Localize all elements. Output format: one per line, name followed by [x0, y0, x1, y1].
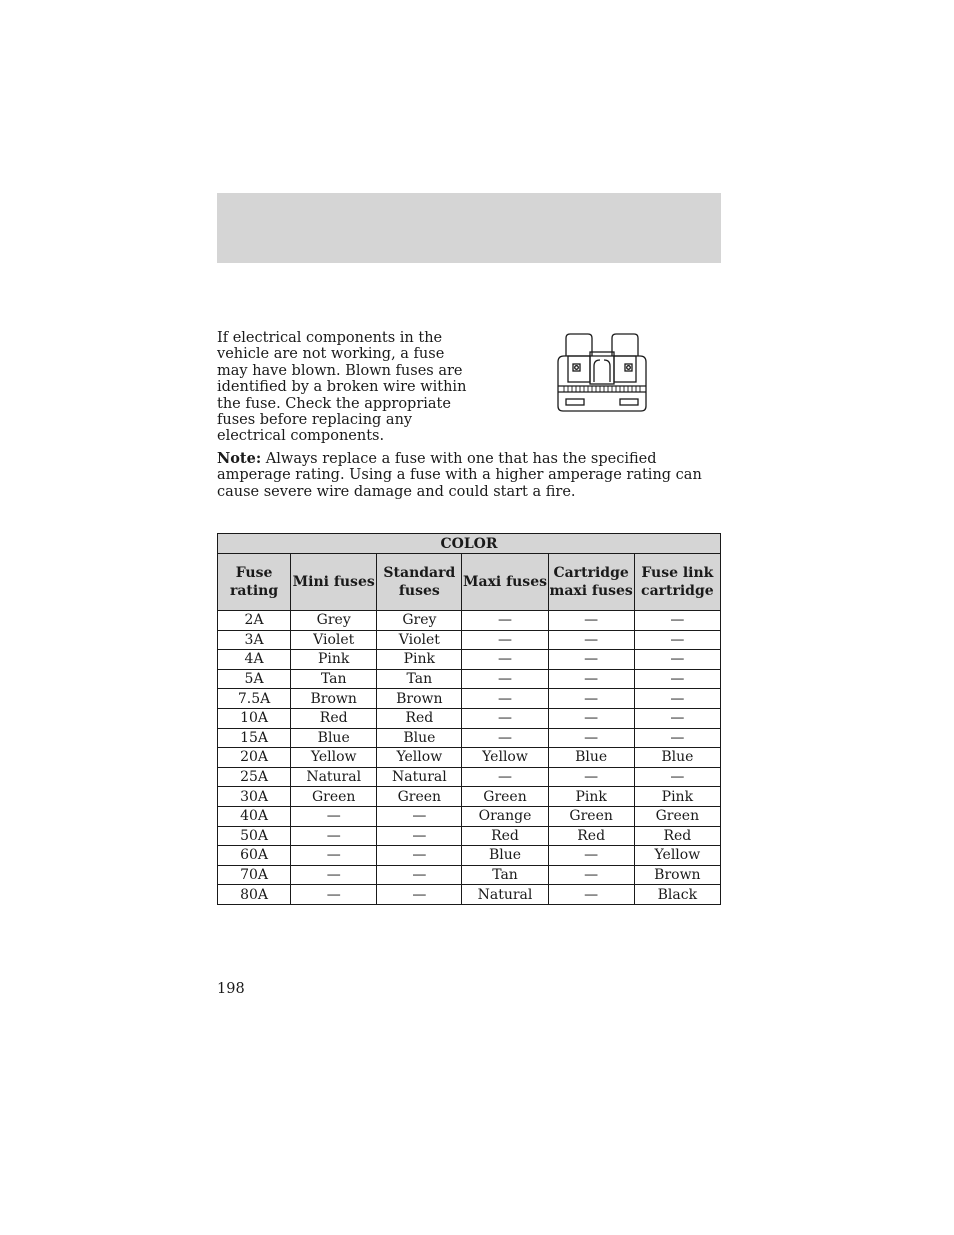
color-cell: Pink	[291, 650, 377, 670]
color-cell: Pink	[634, 787, 720, 807]
color-cell: —	[548, 611, 634, 631]
color-cell: Green	[548, 806, 634, 826]
color-cell: Tan	[291, 669, 377, 689]
table-row	[218, 846, 721, 866]
table-row	[218, 630, 721, 650]
color-cell: —	[548, 865, 634, 885]
fuse-rating-cell: 3A	[218, 630, 291, 650]
color-cell: —	[634, 767, 720, 787]
table-row	[218, 650, 721, 670]
table-row	[218, 669, 721, 689]
fuse-rating-cell: 20A	[218, 748, 291, 768]
color-cell: —	[377, 806, 462, 826]
fuse-rating-cell: 50A	[218, 826, 291, 846]
fuse-rating-cell: 30A	[218, 787, 291, 807]
color-cell: Blue	[462, 846, 548, 866]
color-cell: Grey	[377, 611, 462, 631]
page-number: 198	[217, 981, 245, 997]
color-cell: —	[462, 630, 548, 650]
color-cell: —	[377, 846, 462, 866]
note-text: Always replace a fuse with one that has the specified amperage rating. Using a fuse with a higher amperage rating can cause severe wire damage and could start a fire.	[217, 451, 702, 500]
color-cell: —	[291, 806, 377, 826]
color-group-header: COLOR	[218, 534, 721, 554]
fuse-rating-cell: 2A	[218, 611, 291, 631]
color-cell: —	[377, 865, 462, 885]
color-cell: —	[634, 630, 720, 650]
color-cell: —	[377, 885, 462, 905]
color-cell: Red	[291, 708, 377, 728]
color-cell: —	[634, 689, 720, 709]
color-cell: Pink	[548, 787, 634, 807]
column-header-row	[218, 554, 721, 611]
color-cell: —	[548, 630, 634, 650]
color-cell: —	[634, 650, 720, 670]
table-row	[218, 885, 721, 905]
color-cell: Red	[634, 826, 720, 846]
color-cell: Orange	[462, 806, 548, 826]
color-cell: —	[291, 865, 377, 885]
table-row	[218, 708, 721, 728]
color-cell: Blue	[634, 748, 720, 768]
column-header: Fuse link cartridge	[634, 554, 720, 611]
color-cell: Red	[377, 708, 462, 728]
color-cell: Yellow	[462, 748, 548, 768]
color-cell: Violet	[291, 630, 377, 650]
color-cell: Black	[634, 885, 720, 905]
section-header-band	[217, 193, 721, 263]
table-body	[218, 611, 721, 905]
table-row	[218, 689, 721, 709]
color-cell: Green	[377, 787, 462, 807]
color-cell: —	[377, 826, 462, 846]
color-cell: —	[634, 669, 720, 689]
color-cell: —	[634, 611, 720, 631]
color-cell: Pink	[377, 650, 462, 670]
table-row	[218, 728, 721, 748]
color-cell: Blue	[548, 748, 634, 768]
color-cell: —	[634, 708, 720, 728]
color-cell: —	[548, 885, 634, 905]
color-cell: Yellow	[377, 748, 462, 768]
color-cell: —	[462, 708, 548, 728]
color-cell: Natural	[291, 767, 377, 787]
color-cell: Blue	[291, 728, 377, 748]
color-cell: —	[291, 885, 377, 905]
color-cell: —	[462, 669, 548, 689]
color-cell: Violet	[377, 630, 462, 650]
color-cell: Natural	[462, 885, 548, 905]
color-cell: Natural	[377, 767, 462, 787]
table-row	[218, 748, 721, 768]
color-cell: Grey	[291, 611, 377, 631]
color-cell: —	[634, 728, 720, 748]
color-cell: —	[548, 767, 634, 787]
note-label: Note:	[217, 450, 262, 467]
color-cell: Brown	[377, 689, 462, 709]
column-header: Fuse rating	[218, 554, 291, 611]
table-row	[218, 611, 721, 631]
fuse-rating-cell: 80A	[218, 885, 291, 905]
color-cell: Brown	[291, 689, 377, 709]
color-cell: —	[462, 611, 548, 631]
table-row	[218, 826, 721, 846]
color-cell: —	[462, 728, 548, 748]
color-cell: Red	[462, 826, 548, 846]
fuse-rating-cell: 70A	[218, 865, 291, 885]
table-row	[218, 865, 721, 885]
color-cell: Red	[548, 826, 634, 846]
color-cell: Blue	[377, 728, 462, 748]
fuse-rating-cell: 40A	[218, 806, 291, 826]
fuse-rating-cell: 4A	[218, 650, 291, 670]
column-header: Cartridge maxi fuses	[548, 554, 634, 611]
color-cell: —	[548, 650, 634, 670]
column-header: Mini fuses	[291, 554, 377, 611]
table-row	[218, 806, 721, 826]
fuse-rating-cell: 60A	[218, 846, 291, 866]
color-cell: Tan	[377, 669, 462, 689]
color-cell: Yellow	[291, 748, 377, 768]
color-cell: —	[548, 728, 634, 748]
fuse-icon	[554, 332, 650, 414]
fuse-rating-cell: 5A	[218, 669, 291, 689]
color-cell: —	[291, 826, 377, 846]
color-cell: Yellow	[634, 846, 720, 866]
fuse-rating-cell: 7.5A	[218, 689, 291, 709]
color-cell: —	[548, 846, 634, 866]
column-header: Standard fuses	[377, 554, 462, 611]
fuse-color-table	[217, 533, 721, 905]
color-cell: Green	[291, 787, 377, 807]
color-cell: —	[462, 650, 548, 670]
color-cell: —	[548, 708, 634, 728]
color-cell: —	[462, 689, 548, 709]
fuse-rating-cell: 15A	[218, 728, 291, 748]
table-row	[218, 767, 721, 787]
color-cell: —	[291, 846, 377, 866]
fuse-rating-cell: 10A	[218, 708, 291, 728]
color-cell: —	[548, 669, 634, 689]
color-cell: —	[462, 767, 548, 787]
note-paragraph	[217, 451, 721, 500]
color-cell: Green	[634, 806, 720, 826]
color-cell: Green	[462, 787, 548, 807]
color-cell: Tan	[462, 865, 548, 885]
color-cell: —	[548, 689, 634, 709]
fuse-rating-cell: 25A	[218, 767, 291, 787]
table-row	[218, 787, 721, 807]
color-cell: Brown	[634, 865, 720, 885]
column-header: Maxi fuses	[462, 554, 548, 611]
intro-paragraph: If electrical components in the vehicle are not working, a fuse may have blown. Blown fuses are identified by a broken wire within the fuse. Check the appropriate fuses before replacing any electrical components.	[217, 330, 467, 445]
